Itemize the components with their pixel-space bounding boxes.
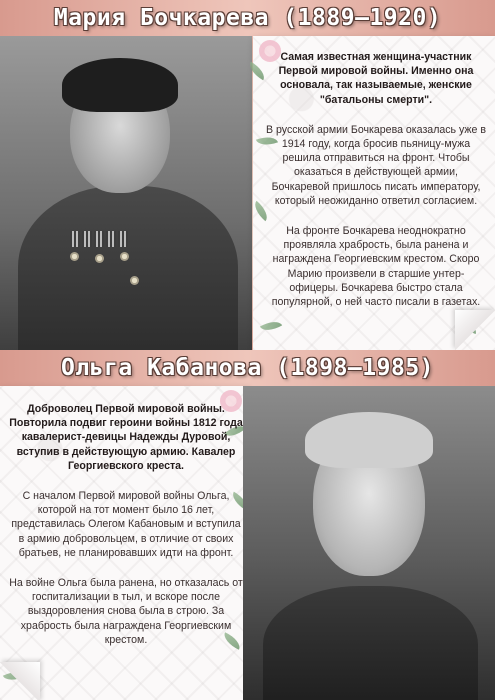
lead-bochkareva: Самая известная женщина-участник Первой мировой войны. Именно она основала, так называемые, женские "батальоны смерти".: [278, 51, 474, 106]
paragraph-kabanova-2: На войне Ольга была ранена, но отказалась от госпитализации в тыл, и вскоре после выздоровления снова была в строю. За храбрость была награждена Георгиевским крестом.: [9, 577, 243, 646]
bio-kabanova: [8, 402, 244, 647]
paragraph-bochkareva-2: На фронте Бочкарева неоднократно проявляла храбрость, была ранена и награждена Георгиевским крестом. Скоро Марию произвели в старшие унтер-офицеры. Бочкарева быстро стала популярной, о ней часто писали в газетах.: [271, 225, 481, 309]
title-bochkareva: Мария Бочкарева (1889–1920): [53, 5, 442, 31]
bio-bochkareva: [265, 50, 487, 309]
title-band-bochkareva: [0, 0, 495, 36]
portrait-kabanova: [243, 386, 495, 700]
title-kabanova: Ольга Кабанова (1898–1985): [60, 355, 435, 381]
paragraph-bochkareva-1: В русской армии Бочкарева оказалась уже в 1914 году, когда бросив пьяницу-мужа решила отправиться на фронт. Чтобы оказаться в действующей армии, Бочкаревой пришлось писать императору, который неожиданно ответил согласием.: [265, 123, 486, 207]
title-band-kabanova: [0, 350, 495, 386]
paragraph-kabanova-1: С началом Первой мировой войны Ольга, которой на тот момент было 16 лет, представилась Олегом Кабановым и вступила в армию добровольцем, в отличие от своих братьев, не планировавших идти на фронт.: [11, 490, 241, 559]
portrait-bochkareva: [0, 36, 252, 350]
lead-kabanova: Доброволец Первой мировой войны. Повторила подвиг героини войны 1812 года кавалерист-девицы Надежды Дуровой, вступив в действующую армию. Кавалер Георгиевского креста.: [9, 403, 243, 472]
